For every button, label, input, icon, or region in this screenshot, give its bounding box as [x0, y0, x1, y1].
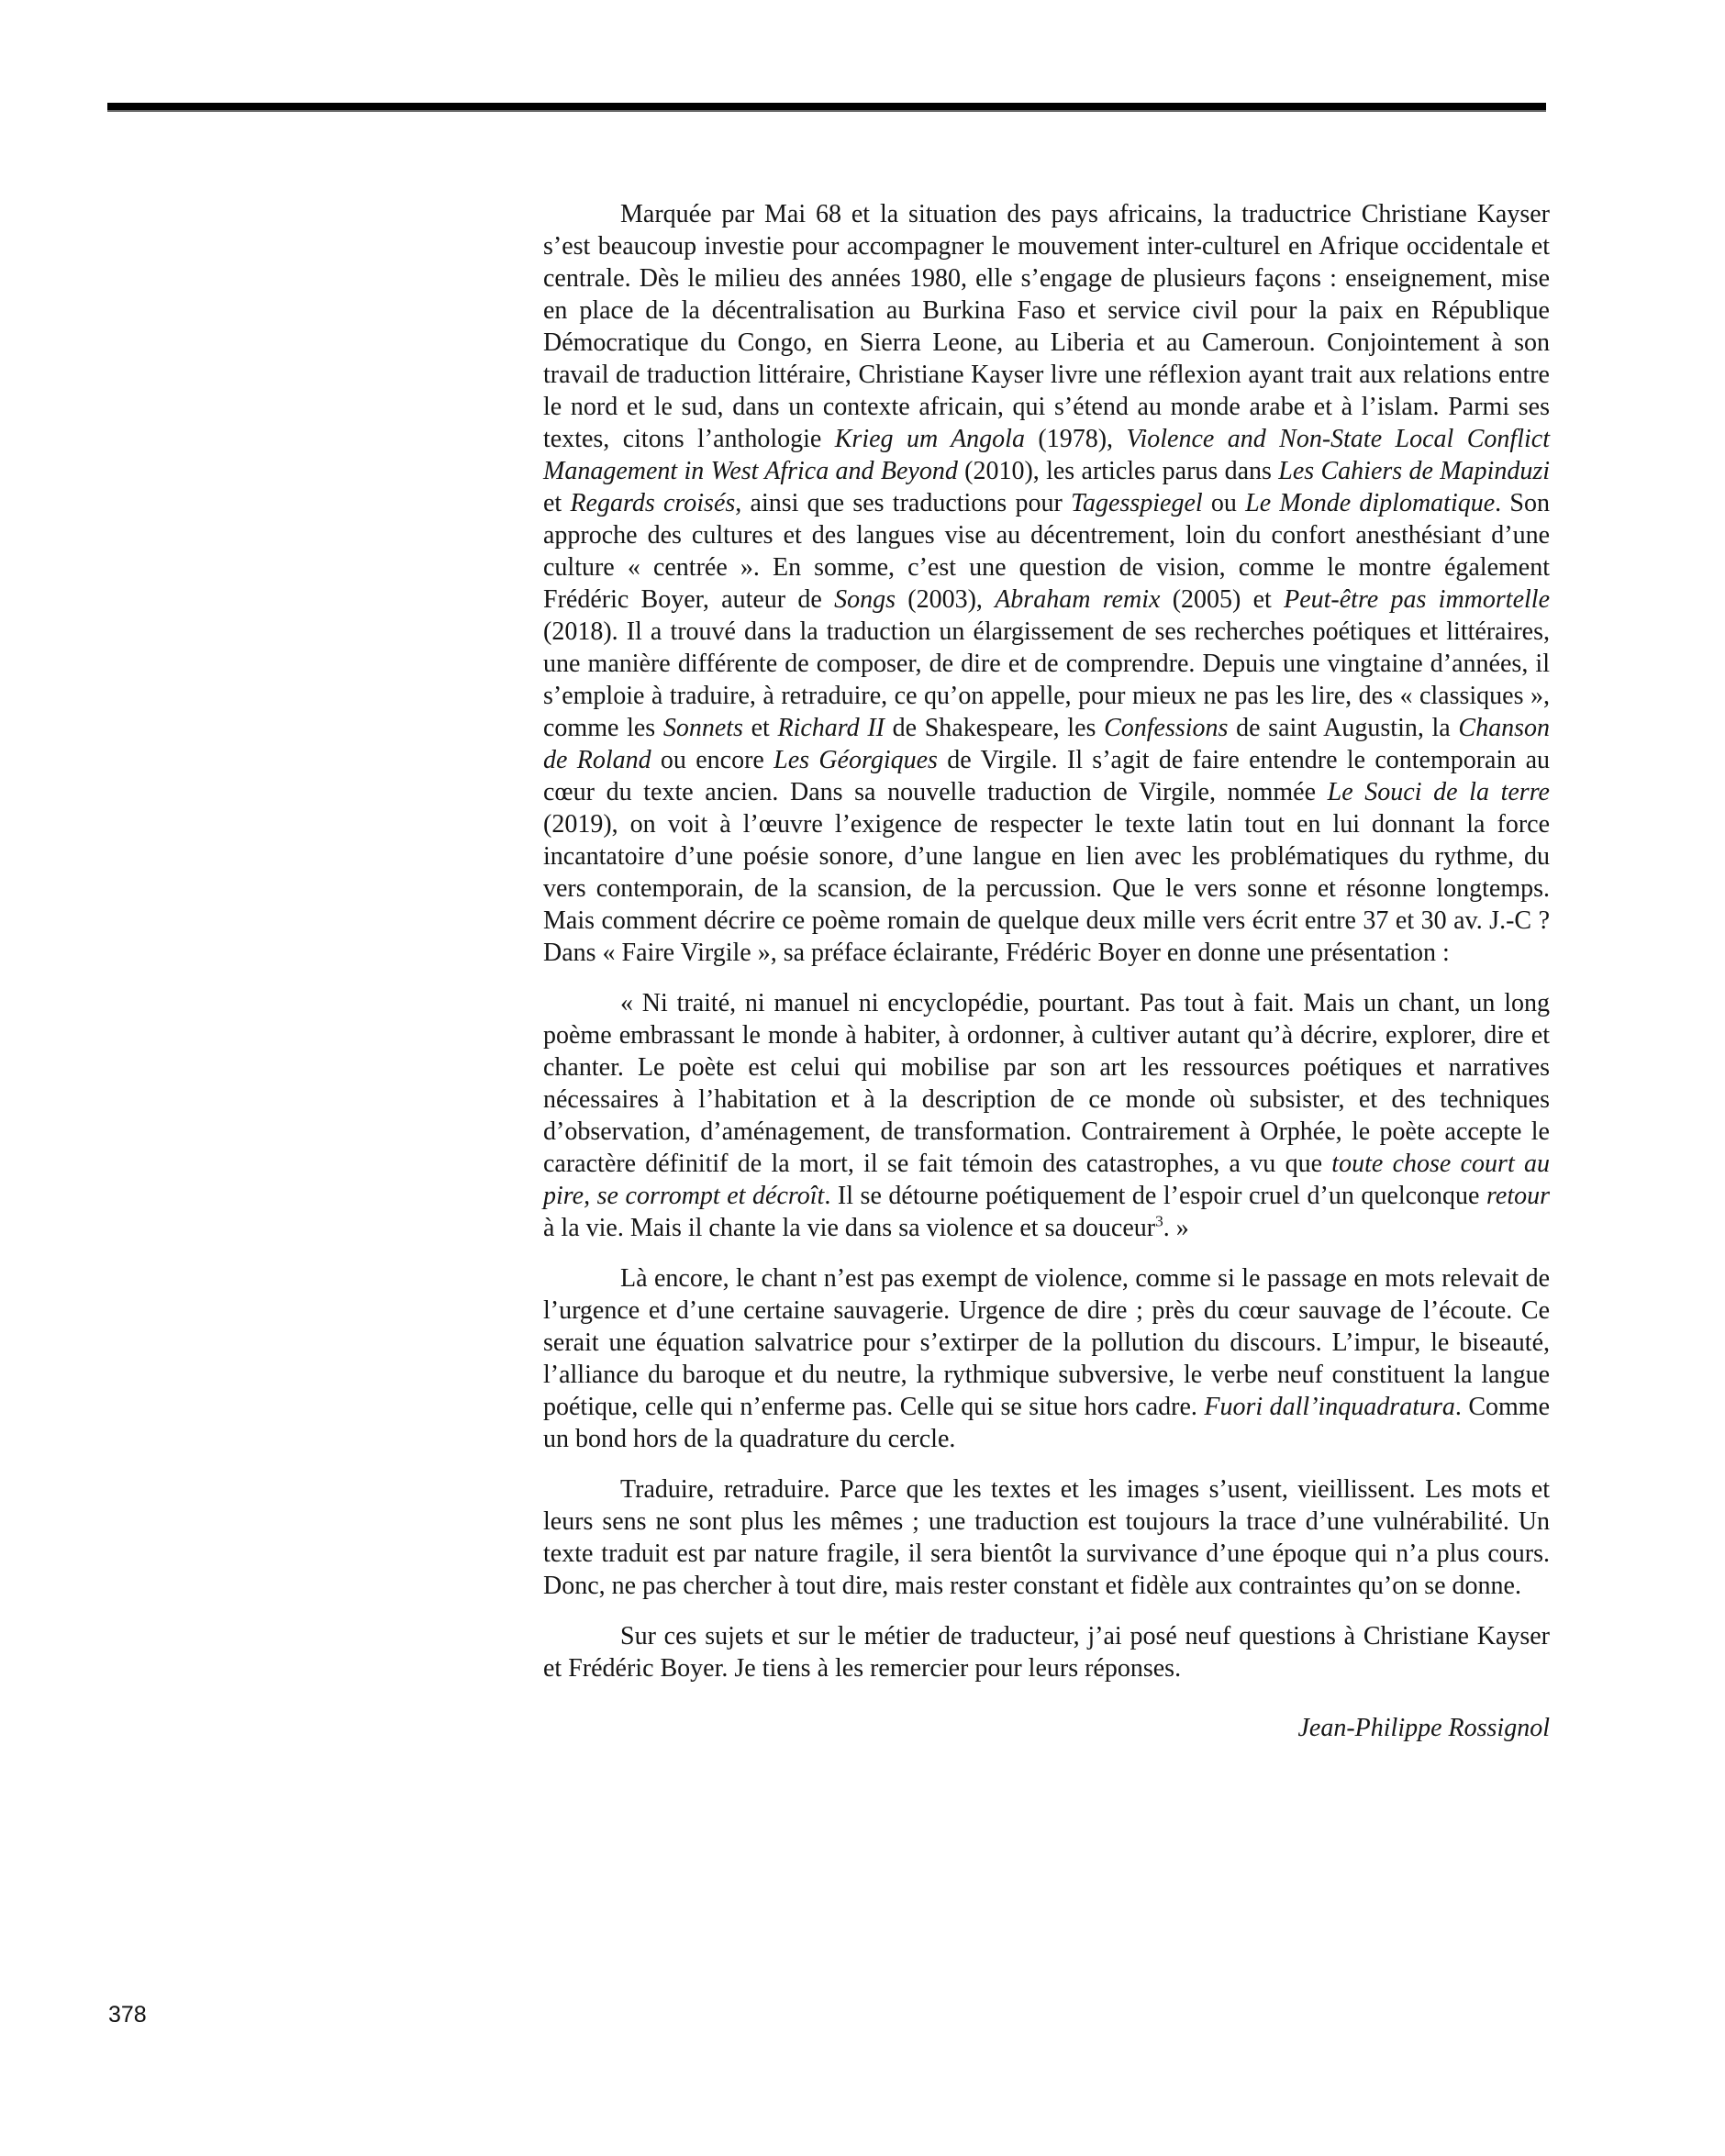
intro-paragraph — [543, 198, 1550, 969]
text-run: . Il se détourne poétiquement de l’espoir cruel d’un quelconque — [824, 1182, 1487, 1210]
traduire-paragraph — [543, 1473, 1550, 1602]
text-run: et — [543, 489, 571, 517]
text-run: ou — [1202, 489, 1246, 517]
quote-paragraph — [543, 987, 1550, 1244]
italic-title: Fuori dall’inquadratura — [1204, 1393, 1455, 1421]
text-run: (2010), les articles parus dans — [957, 457, 1279, 485]
text-run: de Virgile. Il s’agit de faire entendre le contemporain au cœur du texte ancien. Dans sa nouvelle traduction de Virgile, nommée — [543, 746, 1550, 806]
italic-title: retour — [1486, 1182, 1550, 1210]
paragraphs-container — [543, 198, 1550, 1684]
text-run: (2018). Il a trouvé dans la traduction un élargissement de ses recherches poétiques et littéraires, une manière différente de composer, de dire et de comprendre. Depuis une vingtaine d’années, il s’emploie à traduire, à retraduire, ce qu’on appelle, pour mieux ne pas les lire, des « classiques », comme les — [543, 617, 1550, 742]
text-run: . Son approche des cultures et des langues vise au décentrement, loin du confort anesthésiant d’une culture « centrée ». En somme, c’est une question de vision, comme le montre également Frédéric Boyer, auteur de — [543, 489, 1550, 614]
footnote-ref: 3 — [1155, 1212, 1163, 1230]
text-run: (1978), — [1024, 425, 1127, 453]
text-run: Là encore, le chant n’est pas exempt de violence, comme si le passage en mots relevait de l’urgence et d’une certaine sauvagerie. Urgence de dire ; près du cœur sauvage de l’écoute. Ce serait une équation salvatrice pour s’extirper de la pollution du discours. L’impur, le biseauté, l’alliance du baroque et du neutre, la rythmique subversive, le verbe neuf constituent la langue poétique, celle qui n’enferme pas. Celle qui se situe hors cadre. — [543, 1264, 1550, 1421]
text-run: Marquée par Mai 68 et la situation des pays africains, la traductrice Christiane Kayser s’est beaucoup investie pour accompagner le mouvement inter-culturel en Afrique occidentale et centrale. Dès le milieu des années 1980, elle s’engage de plusieurs façons : enseignement, mise en place de la décentralisation au Burkina Faso et service civil pour la paix en République Démocratique du Congo, en Sierra Leone, au Liberia et au Cameroun. Conjointement à son travail de traduction littéraire, Christiane Kayser livre une réflexion ayant trait aux relations entre le nord et le sud, dans un contexte africain, qui s’étend au monde arabe et à l’islam. Parmi ses textes, citons l’anthologie — [543, 200, 1550, 453]
text-run: « Ni traité, ni manuel ni encyclopédie, pourtant. Pas tout à fait. Mais un chant, un long poème embrassant le monde à habiter, à ordonner, à cultiver autant qu’à décrire, explorer, dire et chanter. Le poète est celui qui mobilise par son art les ressources poétiques et narratives nécessaires à l’habitation et à la description de ce monde où subsister, et des techniques d’observation, d’aménagement, de transformation. Contrairement à Orphée, le poète accepte le caractère définitif de la mort, il se fait témoin des catastrophes, a vu que — [543, 989, 1550, 1178]
chant-paragraph — [543, 1262, 1550, 1455]
text-run: Traduire, retraduire. Parce que les textes et les images s’usent, vieillissent. Les mots et leurs sens ne sont plus les mêmes ; une traduction est toujours la trace d’une vulnérabilité. Un texte traduit est par nature fragile, il sera bientôt la survivance d’une époque qui n’a plus cours. Donc, ne pas chercher à tout dire, mais rester constant et fidèle aux contraintes qu’on se donne. — [543, 1475, 1550, 1600]
italic-title: Le Monde diplomatique — [1245, 489, 1496, 517]
article-text — [543, 198, 1550, 1744]
text-run: , ainsi que ses traductions pour — [735, 489, 1072, 517]
italic-title: Chanson de Roland — [543, 714, 1550, 774]
italic-title: Krieg um Angola — [834, 425, 1025, 453]
italic-title: Regards croisés — [570, 489, 736, 517]
text-run: (2003), — [896, 585, 996, 614]
text-run: de Shakespeare, les — [884, 714, 1105, 742]
italic-title: Peut-être pas immortelle — [1284, 585, 1550, 614]
text-run: ou encore — [651, 746, 774, 774]
italic-title: Les Cahiers de Mapinduzi — [1278, 457, 1550, 485]
text-run: (2005) et — [1160, 585, 1285, 614]
text-run: (2019), on voit à l’œuvre l’exigence de respecter le texte latin tout en lui donnant la force incantatoire d’une poésie sonore, d’une langue en lien avec les problématiques du rythme, du vers contemporain, de la scansion, de la percussion. Que le vers sonne et résonne longtemps. Mais comment décrire ce poème romain de quelque deux mille vers écrit entre 37 et 30 av. J.-C ? Dans « Faire Virgile », sa préface éclairante, Frédéric Boyer en donne une présentation : — [543, 810, 1550, 967]
text-run: et — [742, 714, 778, 742]
text-run: Sur ces sujets et sur le métier de traducteur, j’ai posé neuf questions à Christiane Kayser et Frédéric Boyer. Je tiens à les remercier pour leurs réponses. — [543, 1622, 1550, 1683]
text-run: . » — [1163, 1214, 1189, 1242]
italic-title: Violence and Non-State Local Conflict Management in West Africa and Beyond — [543, 425, 1550, 485]
text-run: à la vie. Mais il chante la vie dans sa violence et sa douceur — [543, 1214, 1156, 1242]
italic-title: Sonnets — [662, 714, 743, 742]
italic-title: Tagesspiegel — [1071, 489, 1203, 517]
text-run: de saint Augustin, la — [1228, 714, 1459, 742]
italic-title: toute chose court au pire, se corrompt et décroît — [543, 1150, 1551, 1210]
italic-title: Confessions — [1104, 714, 1229, 742]
closing-paragraph — [543, 1620, 1550, 1684]
text-run: . Comme un bond hors de la quadrature du cercle. — [543, 1393, 1550, 1453]
top-rule — [107, 103, 1546, 112]
italic-title: Abraham remix — [995, 585, 1161, 614]
italic-title: Le Souci de la terre — [1327, 778, 1550, 806]
page-number: 378 — [108, 2002, 147, 2028]
italic-title: Les Géorgiques — [773, 746, 938, 774]
italic-title: Richard II — [777, 714, 885, 742]
italic-title: Songs — [834, 585, 896, 614]
author-signature: Jean-Philippe Rossignol — [1297, 1714, 1550, 1742]
